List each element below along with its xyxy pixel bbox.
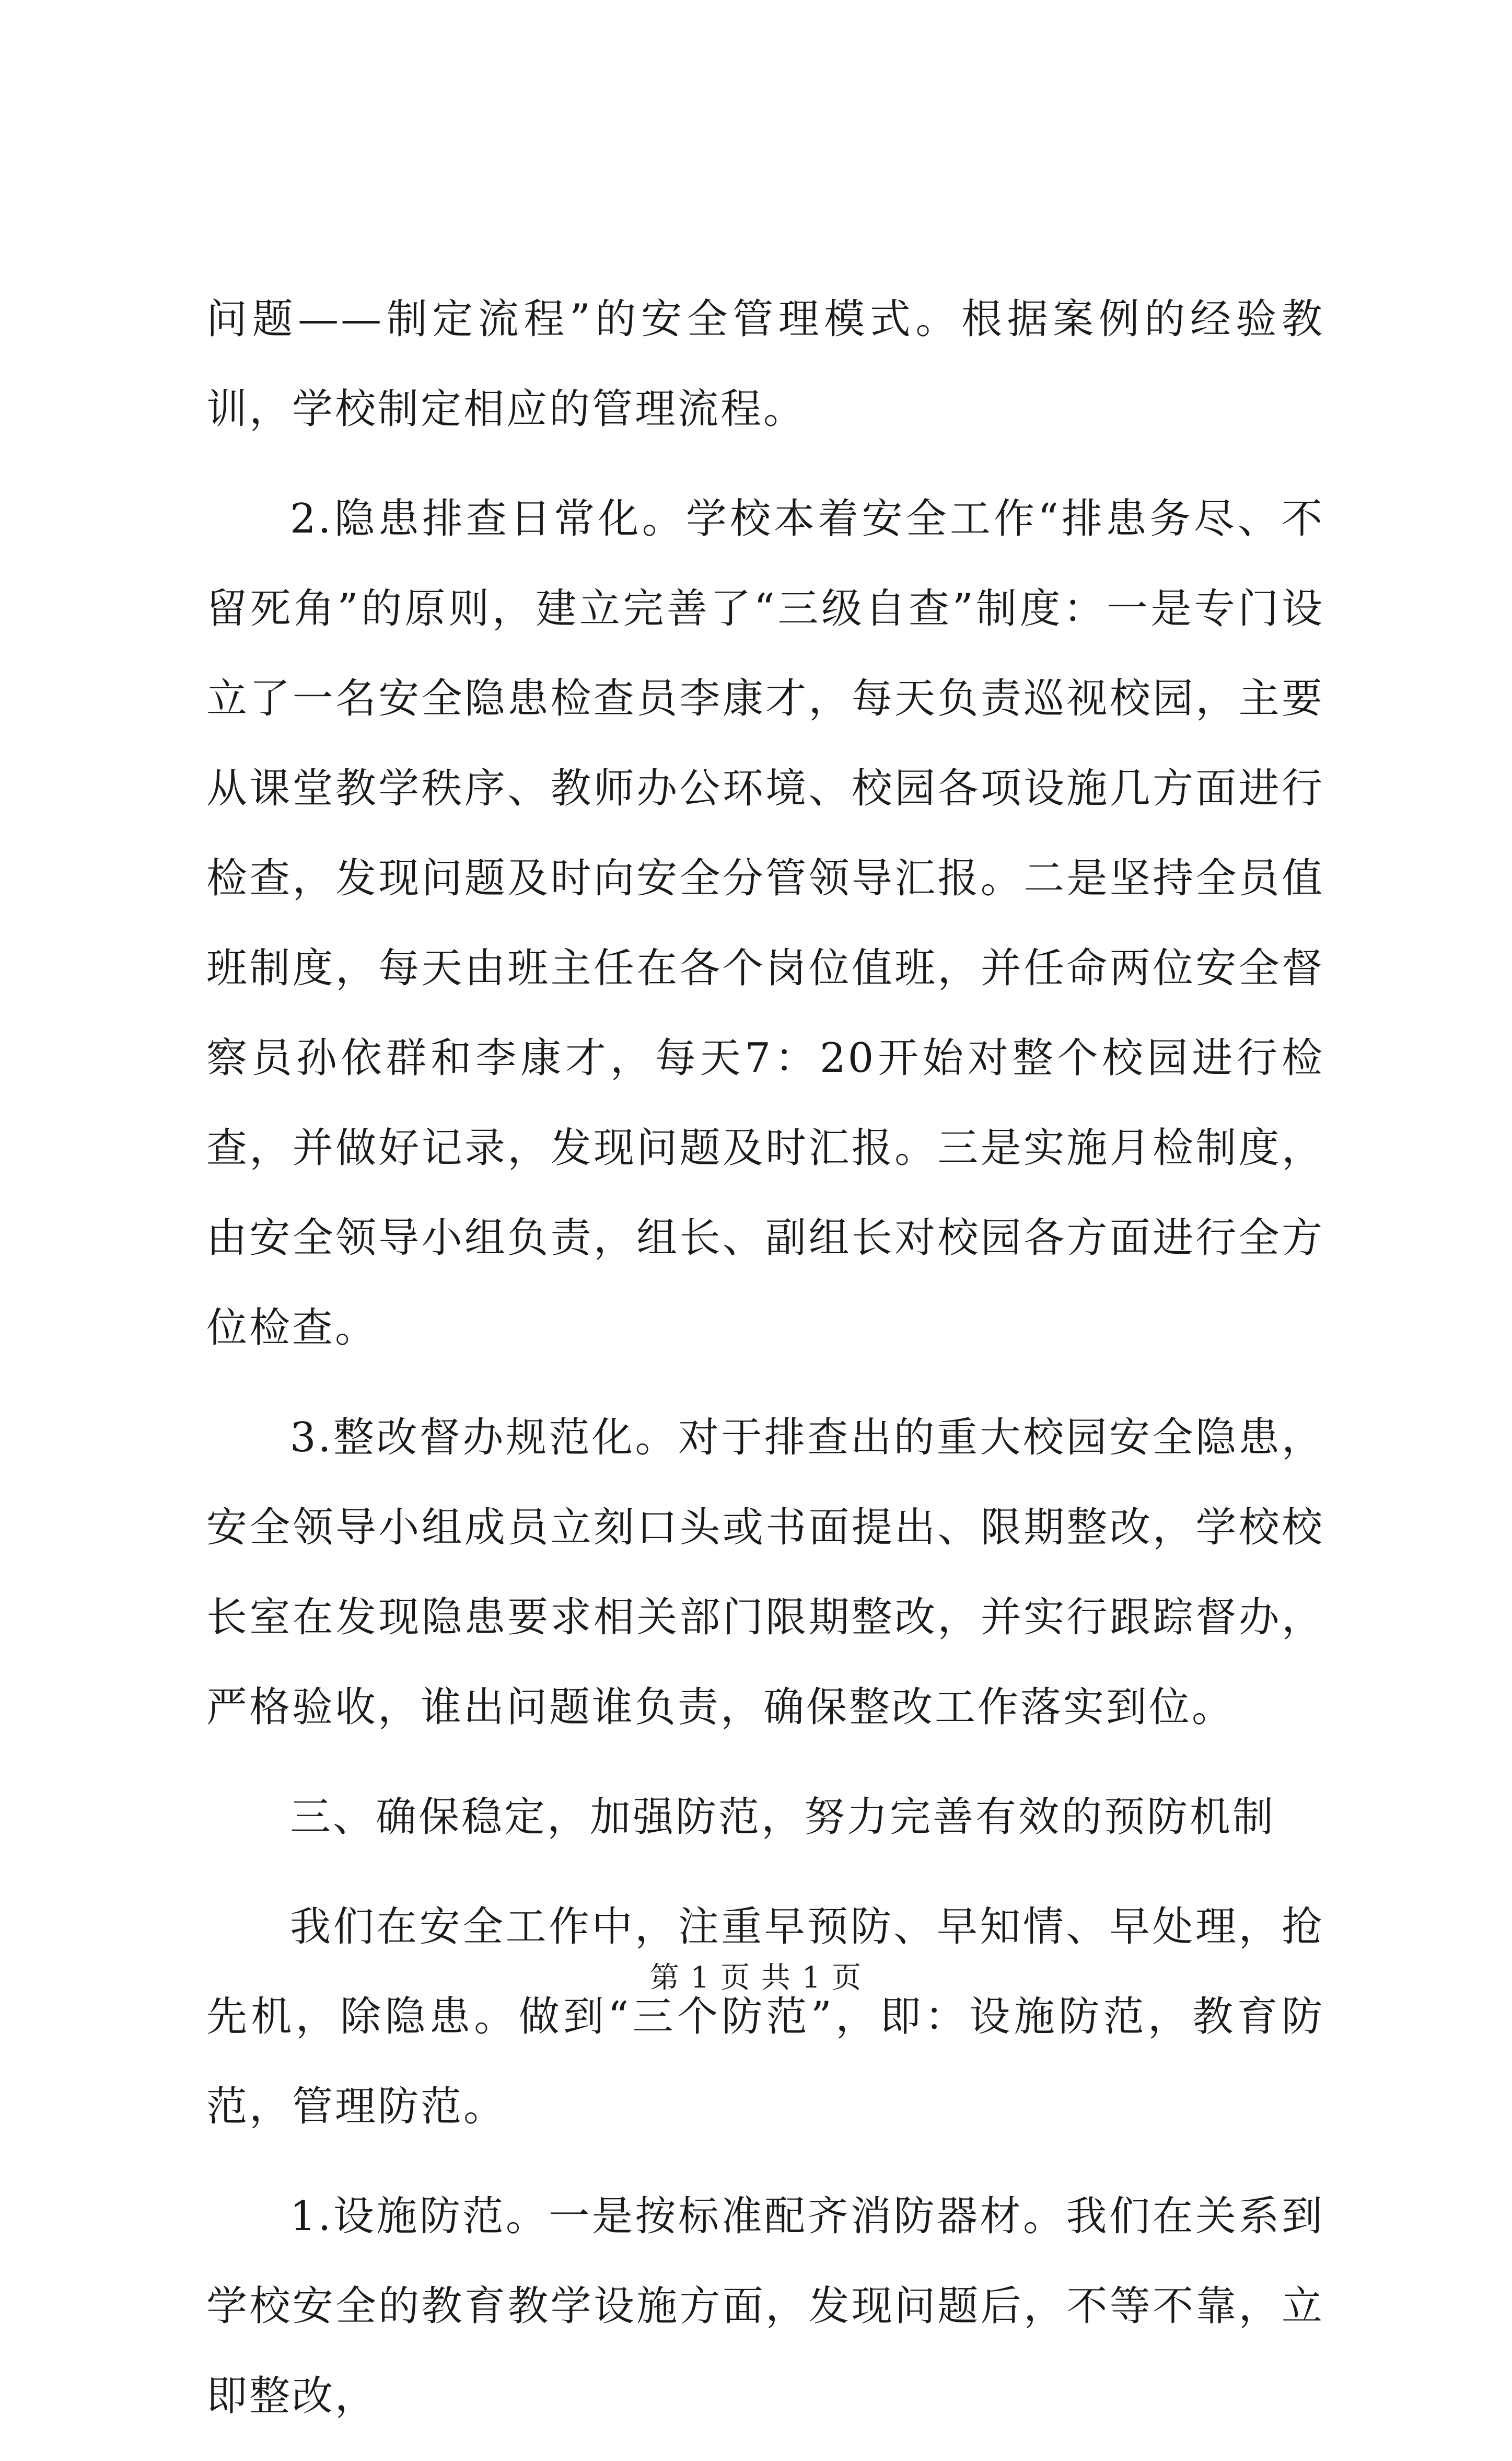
paragraph-rectification: 3.整改督办规范化。对于排查出的重大校园安全隐患，安全领导小组成员立刻口头或书面提出、限期整改，学校校长室在发现隐患要求相关部门限期整改，并实行跟踪督办，严格验收，谁出问题谁负责，确保整改工作落实到位。 (206, 1414, 1324, 1731)
page-footer: 第 1 页 共 1 页 (649, 1961, 863, 1995)
paragraph-facility-prevention: 1.设施防范。一是按标准配齐消防器材。我们在关系到学校安全的教育教学设施方面，发现问题后，不等不靠，立即整改， (206, 2193, 1324, 2420)
paragraph-hazard-inspection: 2.隐患排查日常化。学校本着安全工作“排患务尽、不留死角”的原则，建立完善了“三级自查”制度：一是专门设立了一名安全隐患检查员李康才，每天负责巡视校园，主要从课堂教学秩序、教师办公环境、校园各项设施几方面进行检查，发现问题及时向安全分管领导汇报。二是坚持全员值班制度，每天由班主任在各个岗位值班，并任命两位安全督察员孙依群和李康才，每天7：20开始对整个校园进行检查，并做好记录，发现问题及时汇报。三是实施月检制度，由安全领导小组负责，组长、副组长对校园各方面进行全方位检查。 (206, 495, 1324, 1351)
paragraph-prevention-intro: 我们在安全工作中，注重早预防、早知情、早处理，抢先机，除隐患。做到“三个防范”，即：设施防范，教育防范，管理防范。 (206, 1903, 1324, 2130)
section-heading-prevention: 三、确保稳定，加强防范，努力完善有效的预防机制 (290, 1794, 1276, 1841)
paragraph-continuation: 问题——制定流程”的安全管理模式。根据案例的经验教训，学校制定相应的管理流程。 (206, 296, 1324, 433)
document-body (206, 274, 1324, 2461)
